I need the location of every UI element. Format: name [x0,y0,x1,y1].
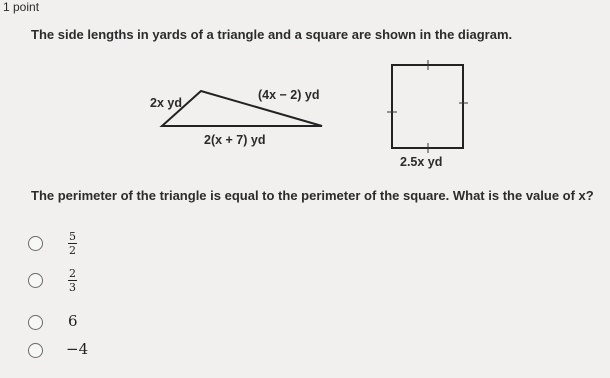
radio-button[interactable] [28,315,43,330]
choice-value: −4 [66,340,89,358]
denominator: 2 [69,244,76,257]
triangle-right-side-label: (4x − 2) yd [258,88,320,102]
triangle-base-label: 2(x + 7) yd [204,133,266,147]
square-shape [392,65,463,148]
radio-button[interactable] [28,236,43,251]
radio-button[interactable] [28,343,43,358]
fraction [68,231,77,256]
answer-choice-c[interactable] [28,307,228,337]
question-intro: The side lengths in yards of a triangle and a square are shown in the diagram. [31,27,513,42]
triangle-left-side-label: 2x yd [150,96,182,110]
numerator: 2 [69,267,76,280]
fraction [68,268,77,293]
answer-choice-d[interactable] [28,339,228,369]
choice-value: 6 [68,312,78,330]
answer-choice-a[interactable] [28,229,228,259]
denominator: 3 [69,281,76,294]
numerator: 5 [69,230,76,243]
answer-choice-b[interactable] [28,268,228,298]
square-side-label: 2.5x yd [400,155,443,169]
radio-button[interactable] [28,273,43,288]
question-prompt: The perimeter of the triangle is equal to the perimeter of the square. What is the value of x? [31,188,594,203]
points-label: 1 point [3,0,40,14]
